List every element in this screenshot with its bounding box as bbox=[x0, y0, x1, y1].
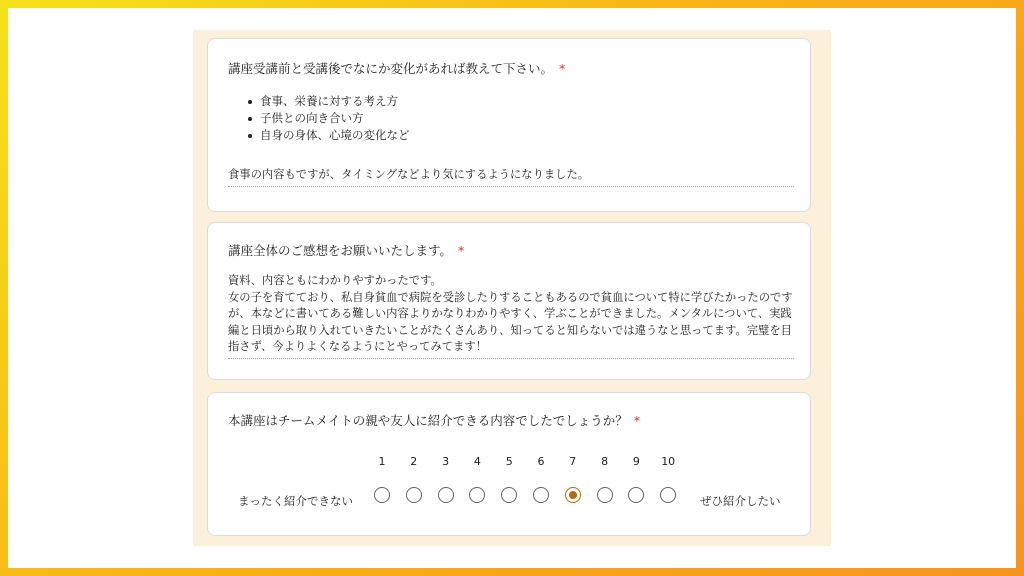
hint-list bbox=[246, 93, 410, 144]
scale-radio-2[interactable] bbox=[406, 487, 422, 503]
scale-number-7: 7 bbox=[569, 455, 577, 468]
hint-item: 自身の身体、心境の変化など bbox=[246, 127, 410, 144]
scale-high-label: ぜひ紹介したい bbox=[700, 494, 781, 508]
scale-radio-6[interactable] bbox=[533, 487, 549, 503]
scale-radio-7[interactable] bbox=[565, 487, 581, 503]
scale-number-6: 6 bbox=[537, 455, 545, 468]
question-title-text-1: 講座受講前と受講後でなにか変化があれば教えて下さい。 bbox=[228, 61, 554, 76]
scale-number-2: 2 bbox=[410, 455, 418, 468]
scale-radio-9[interactable] bbox=[628, 487, 644, 503]
scale-number-3: 3 bbox=[442, 455, 450, 468]
scale-number-9: 9 bbox=[632, 455, 640, 468]
scale-number-1: 1 bbox=[378, 455, 386, 468]
required-marker: * bbox=[559, 61, 566, 76]
scale-number-8: 8 bbox=[601, 455, 609, 468]
scale-radio-3[interactable] bbox=[438, 487, 454, 503]
question-title-2 bbox=[228, 243, 464, 259]
question-card-1 bbox=[207, 38, 811, 212]
question-card-2 bbox=[207, 222, 811, 380]
question-title-text-3: 本講座はチームメイトの親や友人に紹介できる内容でしたでしょうか？ bbox=[228, 413, 628, 428]
scale-radio-5[interactable] bbox=[501, 487, 517, 503]
scale-radio-8[interactable] bbox=[597, 487, 613, 503]
hint-item: 子供との向き合い方 bbox=[246, 110, 410, 127]
scale-radio-4[interactable] bbox=[469, 487, 485, 503]
scale-number-4: 4 bbox=[473, 455, 481, 468]
scale-radio-10[interactable] bbox=[660, 487, 676, 503]
scale-low-label: まったく紹介できない bbox=[238, 494, 353, 508]
required-marker: * bbox=[458, 243, 465, 258]
scale-radio-1[interactable] bbox=[374, 487, 390, 503]
scale-number-5: 5 bbox=[505, 455, 513, 468]
hint-item: 食事、栄養に対する考え方 bbox=[246, 93, 410, 110]
linear-scale bbox=[208, 393, 810, 535]
answer-textarea-2[interactable]: 資料、内容ともにわかりやすかったです。 女の子を育てており、私自身貧血で病院を受診したりすることもあるので貧血について特に学びたかったのですが、本などに書いてある難しい内容よりかなりわかりやすく、学ぶことができました。メンタルについて、実践編と日頃から取り入れていきたいことがたくさんあり、知ってると知らないでは違うなと思ってます。完璧を目指さず、今よりよくなるようにとやってみてます！ bbox=[228, 273, 794, 359]
question-title-text-2: 講座全体のご感想をお願いいたします。 bbox=[228, 243, 453, 258]
question-card-3 bbox=[207, 392, 811, 536]
question-title-1 bbox=[228, 61, 565, 77]
answer-textarea-1[interactable]: 食事の内容もですが、タイミングなどより気にするようになりました。 bbox=[228, 167, 794, 187]
required-marker: * bbox=[633, 413, 641, 428]
scale-number-10: 10 bbox=[661, 455, 676, 468]
